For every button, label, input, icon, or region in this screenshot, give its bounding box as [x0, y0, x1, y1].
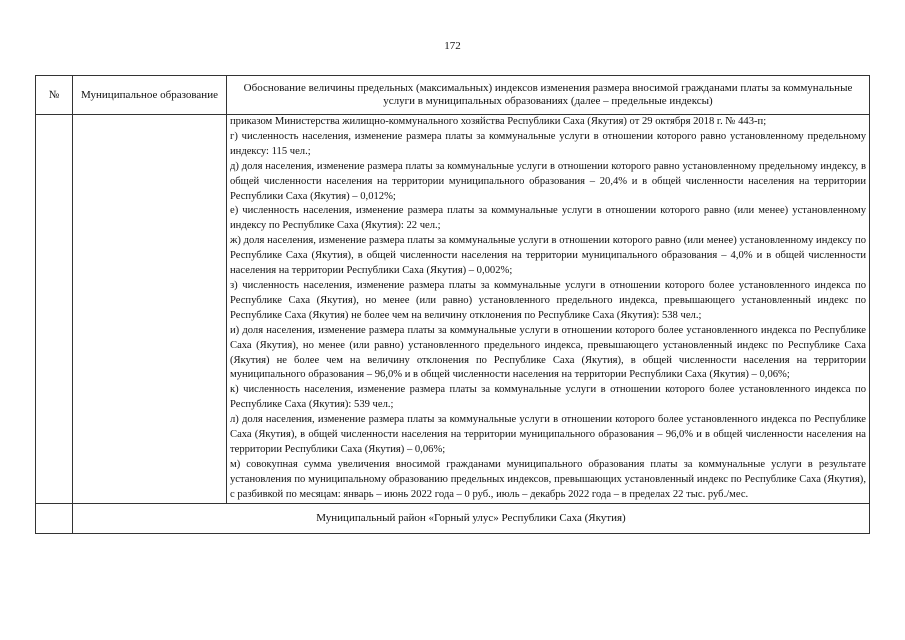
header-number: №	[36, 76, 73, 115]
paragraph: ж) доля населения, изменение размера платы за коммунальные услуги в отношении которого равно (или менее) установленному индексу по Республике Саха (Якутия), в общей численности населения на территории муниципального образования – 4,0% и в общей численности населения на территории Республики Саха (Якутия) – 0,002%;	[230, 235, 866, 277]
number-cell	[36, 115, 73, 504]
section-title: Муниципальный район «Горный улус» Республики Саха (Якутия)	[73, 503, 870, 533]
municipality-cell	[73, 115, 227, 504]
page-number: 172	[444, 40, 461, 52]
justification-table	[35, 75, 870, 534]
paragraph: к) численность населения, изменение размера платы за коммунальные услуги в отношении которого более установленного индекса по Республике Саха (Якутия): 539 чел.;	[230, 384, 866, 411]
table-header-row	[36, 76, 870, 115]
paragraph: е) численность населения, изменение размера платы за коммунальные услуги в отношении которого равно (или менее) установленному индексу по Республике Саха (Якутия): 22 чел.;	[230, 205, 866, 232]
paragraph: и) доля населения, изменение размера платы за коммунальные услуги в отношении которого более установленного индекса по Республике Саха (Якутия), но менее (или равно) установленного предельного индекса, превышающего установленный индекс по Республике Саха (Якутия) не более чем на величину отклонения по Республике Саха (Якутия), в общей численности населения на территории муниципального образования – 96,0% и в общей численности населения на территории Республики Саха (Якутия) – 0,06%;	[230, 324, 866, 381]
paragraph: з) численность населения, изменение размера платы за коммунальные услуги в отношении которого более установленного индекса по Республике Саха (Якутия), но менее (или равно) установленного предельного индекса, превышающего установленный индекс по Республике Саха (Якутия) не более чем на величину отклонения по Республике Саха (Якутия): 538 чел.;	[230, 279, 866, 321]
table-row	[36, 115, 870, 504]
section-row	[36, 503, 870, 533]
paragraph: д) доля населения, изменение размера платы за коммунальные услуги в отношении которого равно установленному предельному индексу, в общей численности населения на территории муниципального образования – 20,4% и в общей численности населения на территории Республики Саха (Якутия) – 0,012%;	[230, 160, 866, 202]
justification-cell	[227, 115, 870, 504]
paragraph: г) численность населения, изменение размера платы за коммунальные услуги в отношении которого равно установленному предельному индексу: 115 чел.;	[230, 130, 866, 157]
paragraph: м) совокупная сумма увеличения вносимой гражданами муниципального образования платы за коммунальные услуги в результате установления по муниципальному образованию предельных индексов, превышающих установленный индекс по Республике Саха (Якутия), с разбивкой по месяцам: январь – июнь 2022 года – 0 руб., июль – декабрь 2022 года – в пределах 22 тыс. руб./мес.	[230, 458, 866, 500]
section-number-cell	[36, 503, 73, 533]
paragraph: приказом Министерства жилищно-коммунального хозяйства Республики Саха (Якутия) от 29 октября 2018 г. № 443-п;	[230, 116, 767, 127]
header-justification: Обоснование величины предельных (максимальных) индексов изменения размера вносимой гражданами платы за коммунальные услуги в муниципальных образованиях (далее – предельные индексы)	[227, 76, 870, 115]
paragraph: л) доля населения, изменение размера платы за коммунальные услуги в отношении которого более установленного индекса по Республике Саха (Якутия), в общей численности населения на территории муниципального образования – 96,0% и в общей численности населения на территории Республики Саха (Якутия) – 0,06%;	[230, 414, 866, 455]
header-municipality: Муниципальное образование	[73, 76, 227, 115]
